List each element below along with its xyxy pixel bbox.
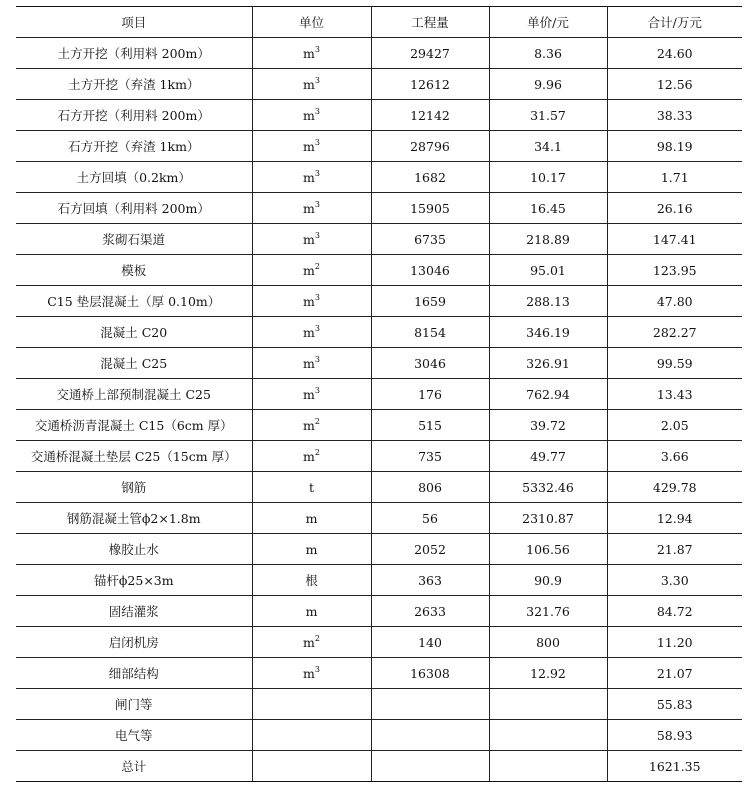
table-row (16, 410, 742, 441)
cell-item: 启闭机房 (16, 627, 252, 658)
cell-item: 交通桥沥青混凝土 C15（6cm 厚） (16, 410, 252, 441)
unit-exponent: 3 (314, 293, 320, 302)
cell-total: 12.94 (607, 503, 742, 534)
cell-item: C15 垫层混凝土（厚 0.10m） (16, 286, 252, 317)
cell-item: 电气等 (16, 720, 252, 751)
cell-total: 12.56 (607, 69, 742, 100)
cell-quantity: 8154 (371, 317, 489, 348)
cell-quantity: 16308 (371, 658, 489, 689)
cell-unit (252, 224, 371, 255)
cell-quantity: 29427 (371, 38, 489, 69)
cell-item: 总计 (16, 751, 252, 782)
unit-exponent: 3 (314, 386, 320, 395)
unit-base: m (305, 604, 318, 619)
cell-total: 24.60 (607, 38, 742, 69)
cell-unit (252, 472, 371, 503)
table-row (16, 503, 742, 534)
table-row (16, 286, 742, 317)
unit-base: m (303, 635, 315, 650)
cell-total: 1.71 (607, 162, 742, 193)
cell-quantity: 806 (371, 472, 489, 503)
unit-exponent: 2 (314, 448, 320, 457)
cell-unit (252, 348, 371, 379)
cell-item: 浆砌石渠道 (16, 224, 252, 255)
cell-total: 1621.35 (607, 751, 742, 782)
cell-unit-price: 800 (489, 627, 607, 658)
cell-unit-price: 10.17 (489, 162, 607, 193)
cell-quantity: 13046 (371, 255, 489, 286)
cell-quantity: 12612 (371, 69, 489, 100)
cell-item: 细部结构 (16, 658, 252, 689)
table-row (16, 441, 742, 472)
unit-base: m (305, 542, 318, 557)
table-row (16, 689, 742, 720)
table-row (16, 224, 742, 255)
cell-total: 26.16 (607, 193, 742, 224)
cost-table (16, 6, 742, 782)
cell-quantity: 515 (371, 410, 489, 441)
cell-total: 11.20 (607, 627, 742, 658)
table-body (16, 38, 742, 782)
cell-total: 84.72 (607, 596, 742, 627)
cell-total: 3.66 (607, 441, 742, 472)
cell-quantity (371, 689, 489, 720)
cell-item: 模板 (16, 255, 252, 286)
unit-base: t (308, 480, 315, 495)
unit-base: m (303, 77, 315, 92)
unit-base: m (303, 449, 315, 464)
table-row (16, 317, 742, 348)
table-row (16, 751, 742, 782)
table-row (16, 720, 742, 751)
cell-quantity: 1659 (371, 286, 489, 317)
unit-base: m (303, 139, 315, 154)
cell-total: 21.07 (607, 658, 742, 689)
unit-base: 根 (305, 573, 318, 588)
cell-total: 3.30 (607, 565, 742, 596)
cell-total: 47.80 (607, 286, 742, 317)
cell-quantity: 176 (371, 379, 489, 410)
table-row (16, 162, 742, 193)
cell-unit (252, 38, 371, 69)
cell-unit-price: 9.96 (489, 69, 607, 100)
cell-unit (252, 441, 371, 472)
cell-unit (252, 317, 371, 348)
cell-quantity: 1682 (371, 162, 489, 193)
cell-unit (252, 689, 371, 720)
unit-base: m (303, 387, 315, 402)
cell-quantity: 140 (371, 627, 489, 658)
cell-unit-price: 95.01 (489, 255, 607, 286)
cell-unit-price: 762.94 (489, 379, 607, 410)
table-row (16, 38, 742, 69)
cell-unit-price: 346.19 (489, 317, 607, 348)
cell-unit (252, 503, 371, 534)
cell-total: 38.33 (607, 100, 742, 131)
cell-item: 石方开挖（利用料 200m） (16, 100, 252, 131)
cell-unit-price: 16.45 (489, 193, 607, 224)
cell-unit (252, 100, 371, 131)
unit-exponent: 2 (314, 417, 320, 426)
cell-quantity: 363 (371, 565, 489, 596)
cell-total: 55.83 (607, 689, 742, 720)
cell-quantity: 735 (371, 441, 489, 472)
unit-exponent: 3 (314, 169, 320, 178)
cell-total: 147.41 (607, 224, 742, 255)
cell-unit (252, 255, 371, 286)
cell-item: 混凝土 C25 (16, 348, 252, 379)
unit-base: m (303, 170, 315, 185)
cell-unit (252, 131, 371, 162)
cell-unit-price (489, 689, 607, 720)
table-row (16, 69, 742, 100)
cell-unit-price: 31.57 (489, 100, 607, 131)
cell-unit (252, 162, 371, 193)
unit-base: m (303, 325, 315, 340)
header-unit-price: 单价/元 (489, 7, 607, 38)
cell-unit (252, 286, 371, 317)
cell-item: 钢筋混凝土管ϕ2×1.8m (16, 503, 252, 534)
cell-item: 闸门等 (16, 689, 252, 720)
unit-exponent: 3 (314, 45, 320, 54)
cell-quantity (371, 720, 489, 751)
cell-total: 123.95 (607, 255, 742, 286)
cell-unit-price (489, 720, 607, 751)
cell-unit (252, 751, 371, 782)
table-row (16, 596, 742, 627)
cell-item: 土方回填（0.2km） (16, 162, 252, 193)
cell-total: 13.43 (607, 379, 742, 410)
cell-item: 混凝土 C20 (16, 317, 252, 348)
table-row (16, 348, 742, 379)
cell-unit-price (489, 751, 607, 782)
unit-exponent: 3 (314, 107, 320, 116)
table-row (16, 658, 742, 689)
unit-exponent: 2 (314, 634, 320, 643)
unit-base: m (303, 356, 315, 371)
cell-total: 2.05 (607, 410, 742, 441)
unit-base: m (303, 108, 315, 123)
unit-base: m (303, 666, 315, 681)
cell-unit-price: 5332.46 (489, 472, 607, 503)
cell-unit (252, 720, 371, 751)
header-row (16, 7, 742, 38)
cell-item: 固结灌浆 (16, 596, 252, 627)
cell-item: 橡胶止水 (16, 534, 252, 565)
unit-exponent: 3 (314, 138, 320, 147)
cell-unit-price: 218.89 (489, 224, 607, 255)
unit-exponent: 2 (314, 262, 320, 271)
header-unit: 单位 (252, 7, 371, 38)
cell-unit (252, 596, 371, 627)
cell-item: 石方开挖（弃渣 1km） (16, 131, 252, 162)
cell-quantity: 6735 (371, 224, 489, 255)
cell-unit (252, 410, 371, 441)
cell-unit-price: 2310.87 (489, 503, 607, 534)
cell-unit-price: 326.91 (489, 348, 607, 379)
unit-base: m (303, 46, 315, 61)
unit-exponent: 3 (314, 231, 320, 240)
unit-base: m (305, 511, 318, 526)
cell-item: 交通桥混凝土垫层 C25（15cm 厚） (16, 441, 252, 472)
cell-unit-price: 39.72 (489, 410, 607, 441)
unit-base: m (303, 418, 315, 433)
table-row (16, 627, 742, 658)
cell-quantity: 2052 (371, 534, 489, 565)
unit-base: m (303, 201, 315, 216)
unit-exponent: 3 (314, 324, 320, 333)
cell-quantity: 3046 (371, 348, 489, 379)
cell-unit-price: 12.92 (489, 658, 607, 689)
cell-unit-price: 49.77 (489, 441, 607, 472)
cell-quantity: 2633 (371, 596, 489, 627)
cell-unit-price: 90.9 (489, 565, 607, 596)
cell-quantity: 56 (371, 503, 489, 534)
unit-base: m (303, 232, 315, 247)
cell-total: 99.59 (607, 348, 742, 379)
unit-exponent: 3 (314, 665, 320, 674)
header-total: 合计/万元 (607, 7, 742, 38)
cell-unit (252, 534, 371, 565)
header-quantity: 工程量 (371, 7, 489, 38)
unit-base: m (303, 294, 315, 309)
cell-quantity: 28796 (371, 131, 489, 162)
table-row (16, 193, 742, 224)
cell-unit (252, 627, 371, 658)
cell-quantity: 12142 (371, 100, 489, 131)
cell-item: 土方开挖（利用料 200m） (16, 38, 252, 69)
table-row (16, 255, 742, 286)
cell-quantity: 15905 (371, 193, 489, 224)
cell-unit-price: 321.76 (489, 596, 607, 627)
table-row (16, 379, 742, 410)
cell-total: 429.78 (607, 472, 742, 503)
cell-item: 土方开挖（弃渣 1km） (16, 69, 252, 100)
cell-unit (252, 193, 371, 224)
table-row (16, 472, 742, 503)
table-row (16, 131, 742, 162)
cost-table-container (16, 6, 742, 782)
cell-item: 石方回填（利用料 200m） (16, 193, 252, 224)
cell-unit (252, 565, 371, 596)
cell-unit (252, 658, 371, 689)
cell-total: 58.93 (607, 720, 742, 751)
unit-exponent: 3 (314, 76, 320, 85)
cell-total: 98.19 (607, 131, 742, 162)
unit-exponent: 3 (314, 355, 320, 364)
cell-item: 钢筋 (16, 472, 252, 503)
cell-quantity (371, 751, 489, 782)
cell-unit (252, 379, 371, 410)
table-row (16, 565, 742, 596)
unit-exponent: 3 (314, 200, 320, 209)
cell-unit-price: 106.56 (489, 534, 607, 565)
cell-unit (252, 69, 371, 100)
cell-item: 交通桥上部预制混凝土 C25 (16, 379, 252, 410)
cell-unit-price: 8.36 (489, 38, 607, 69)
unit-base: m (303, 263, 315, 278)
table-row (16, 534, 742, 565)
cell-item: 锚杆ϕ25×3m (16, 565, 252, 596)
cell-total: 21.87 (607, 534, 742, 565)
cell-total: 282.27 (607, 317, 742, 348)
cell-unit-price: 288.13 (489, 286, 607, 317)
table-row (16, 100, 742, 131)
cell-unit-price: 34.1 (489, 131, 607, 162)
header-item: 项目 (16, 7, 252, 38)
